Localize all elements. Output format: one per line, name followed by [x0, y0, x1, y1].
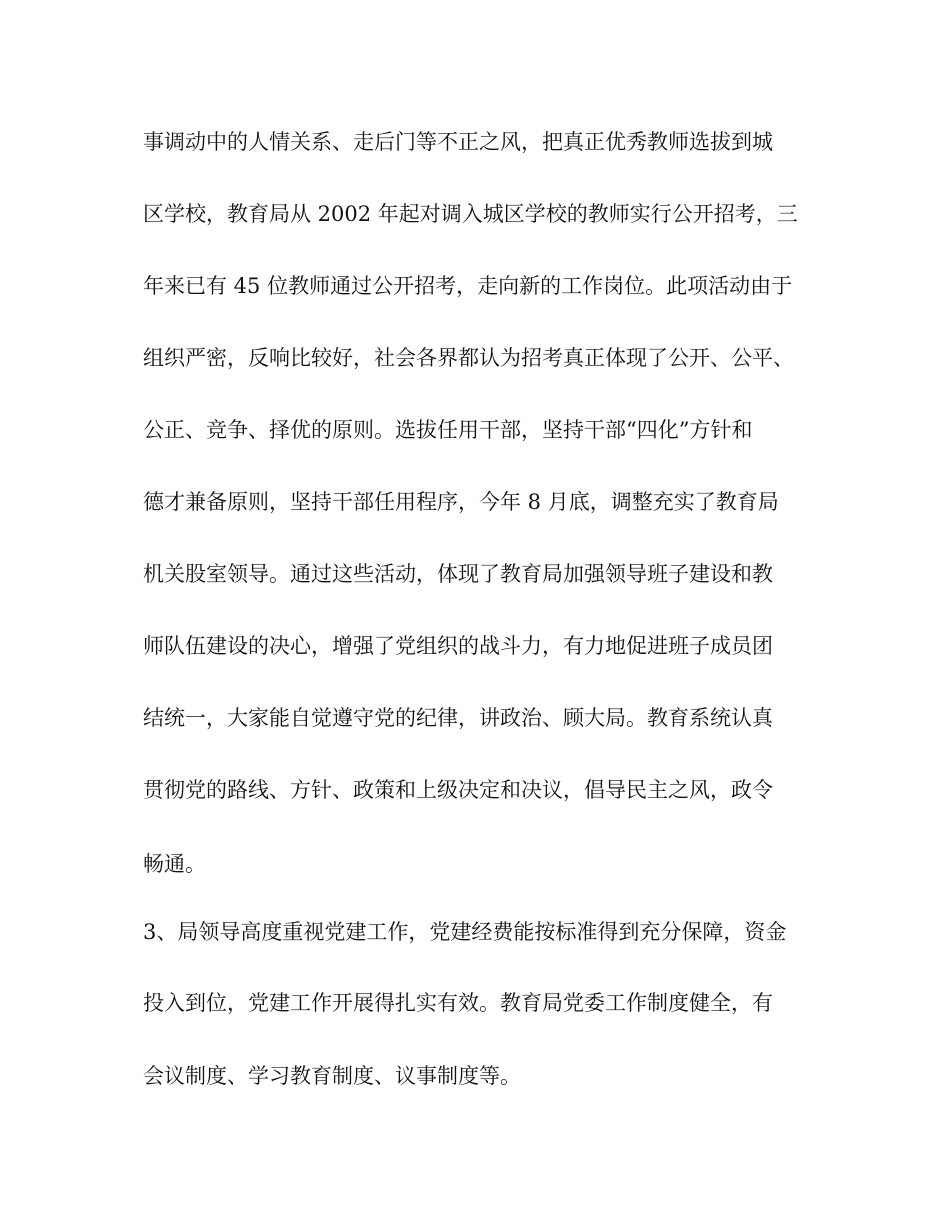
- text-line: 结统一，大家能自觉遵守党的纪律，讲政治、顾大局。教育系统认真: [143, 706, 773, 730]
- text-line: 区学校，教育局从 2002 年起对调入城区学校的教师实行公开招考，三: [143, 202, 798, 226]
- text-line: 投入到位，党建工作开展得扎实有效。教育局党委工作制度健全，有: [143, 991, 773, 1015]
- text-line: 年来已有 45 位教师通过公开招考，走向新的工作岗位。此项活动由于: [143, 274, 793, 298]
- text-line: 公正、竞争、择优的原则。选拔任用干部，坚持干部“四化”方针和: [143, 418, 753, 442]
- list-item-3-text: 3、局领导高度重视党建工作，党建经费能按标准得到充分保障，资金: [143, 920, 787, 944]
- text-line: 机关股室领导。通过这些活动，体现了教育局加强领导班子建设和教: [143, 562, 773, 586]
- text-line: 德才兼备原则，坚持干部任用程序，今年 8 月底，调整充实了教育局: [143, 490, 779, 514]
- text-line: 会议制度、学习教育制度、议事制度等。: [143, 1064, 521, 1088]
- text-line: 贯彻党的路线、方针、政策和上级决定和决议，倡导民主之风，政令: [143, 778, 773, 802]
- text-line: 师队伍建设的决心，增强了党组织的战斗力，有力地促进班子成员团: [143, 634, 773, 658]
- text-line: 畅通。: [143, 852, 206, 876]
- text-line: 事调动中的人情关系、走后门等不正之风，把真正优秀教师选拔到城: [143, 130, 773, 154]
- text-line: 组织严密，反响比较好，社会各界都认为招考真正体现了公开、公平、: [143, 346, 794, 370]
